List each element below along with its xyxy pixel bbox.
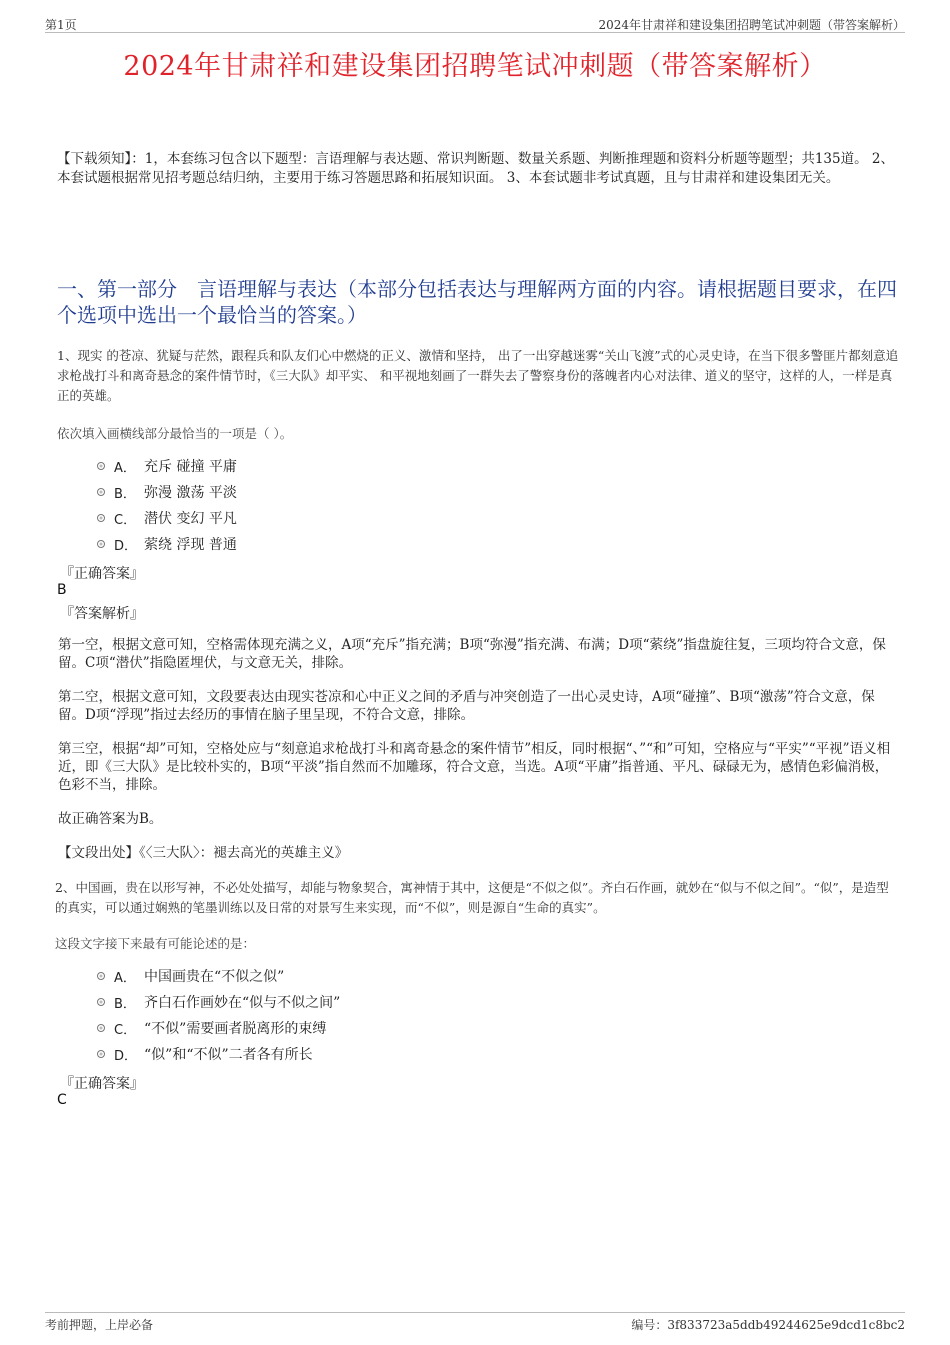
radio-icon[interactable] <box>97 998 105 1006</box>
radio-icon[interactable] <box>97 1024 105 1032</box>
option-d[interactable]: D． 萦绕 浮现 普通 <box>97 531 237 557</box>
header-doc-title: 2024年甘肃祥和建设集团招聘笔试冲刺题（带答案解析） <box>598 18 905 32</box>
radio-icon[interactable] <box>97 540 105 548</box>
radio-icon[interactable] <box>97 1050 105 1058</box>
download-notice: 【下载须知】：1，本套练习包含以下题型：言语理解与表达题、常识判断题、数量关系题、判断推理题和资料分析题等题型；共135道。 2、本套试题根据常见招考题总结归纳，主要用于练习答题思路和拓展知识面。 3、本套试题非考试真题，且与甘肃祥和建设集团无关。 <box>57 151 894 186</box>
answer-1: B <box>57 582 67 598</box>
radio-icon[interactable] <box>97 972 105 980</box>
page-footer <box>45 1312 905 1333</box>
option-b[interactable]: B． 弥漫 激荡 平淡 <box>97 479 237 505</box>
page-title: 2024年甘肃祥和建设集团招聘笔试冲刺题（带答案解析） <box>123 51 827 82</box>
analysis-conclusion: 故正确答案为B。 <box>58 811 163 827</box>
source-citation: 【文段出处】《〈三大队〉：褪去高光的英雄主义》 <box>58 845 349 861</box>
question-2-options <box>97 963 340 1067</box>
radio-icon[interactable] <box>97 462 105 470</box>
question-1-prompt: 依次填入画横线部分最恰当的一项是（ ）。 <box>57 426 293 441</box>
document-id: 编号：3f833723a5ddb49244625e9dcd1c8bc2 <box>631 1318 905 1332</box>
question-1-text: 1、现实 的苍凉、犹疑与茫然，跟程兵和队友们心中燃烧的正义、激情和坚持， 出了一出穿越迷雾“关山飞渡”式的心灵史诗，在当下很多警匪片都刻意追求枪战打斗和离奇悬念的案件情节时，《三大队》却平实、 和平视地刻画了一群失去了警察身份的落魄者内心对法律、道义的坚守，这样的人，一样是真正的英雄。 <box>57 348 899 403</box>
question-1-options <box>97 453 237 557</box>
page-header <box>45 14 905 33</box>
answer-label-1: 『正确答案』 <box>60 566 144 582</box>
answer-label-2: 『正确答案』 <box>60 1076 144 1092</box>
answer-2: C <box>57 1092 67 1108</box>
option-d[interactable]: D． “似”和“不似”二者各有所长 <box>97 1041 340 1067</box>
analysis-label-1: 『答案解析』 <box>60 606 144 622</box>
page-number: 第1页 <box>45 18 77 32</box>
analysis-paragraph: 第三空，根据“却”可知，空格处应与“刻意追求枪战打斗和离奇悬念的案件情节”相反，同时根据“、”“和”可知，空格应与“平实”“平视”语义相近，即《三大队》是比较朴实的，B项“平淡”指自然而不加雕琢，符合文意，当选。A项“平庸”指普通、平凡、碌碌无为，感情色彩偏消极，色彩不当，排除。 <box>58 741 891 793</box>
analysis-paragraph: 第一空，根据文意可知，空格需体现充满之义，A项“充斥”指充满；B项“弥漫”指充满、布满；D项“萦绕”指盘旋往复，三项均符合文意，保留。C项“潜伏”指隐匿埋伏，与文意无关，排除。 <box>58 637 886 671</box>
question-2-prompt: 这段文字接下来最有可能论述的是： <box>55 936 256 951</box>
analysis-paragraph: 第二空，根据文意可知，文段要表达由现实苍凉和心中正义之间的矛盾与冲突创造了一出心灵史诗，A项“碰撞”、B项“激荡”符合文意，保留。D项“浮现”指过去经历的事情在脑子里呈现，不符合文意，排除。 <box>58 689 875 723</box>
option-a[interactable]: A． 中国画贵在“不似之似” <box>97 963 340 989</box>
option-c[interactable]: C． “不似”需要画者脱离形的束缚 <box>97 1015 340 1041</box>
radio-icon[interactable] <box>97 488 105 496</box>
section-title: 一、第一部分 言语理解与表达（本部分包括表达与理解两方面的内容。请根据题目要求，在四个选项中选出一个最恰当的答案。） <box>57 277 897 327</box>
option-b[interactable]: B． 齐白石作画妙在“似与不似之间” <box>97 989 340 1015</box>
option-a[interactable]: A． 充斥 碰撞 平庸 <box>97 453 237 479</box>
option-c[interactable]: C． 潜伏 变幻 平凡 <box>97 505 237 531</box>
question-2-text: 2、中国画，贵在以形写神，不必处处描写，却能与物象契合，寓神情于其中，这便是“不似之似”。齐白石作画，就妙在“似与不似之间”。“似”，是造型的真实，可以通过娴熟的笔墨训练以及日常的对景写生来实现，而“不似”，则是源自“生命的真实”。 <box>55 880 889 915</box>
footer-slogan: 考前押题，上岸必备 <box>45 1318 154 1332</box>
radio-icon[interactable] <box>97 514 105 522</box>
